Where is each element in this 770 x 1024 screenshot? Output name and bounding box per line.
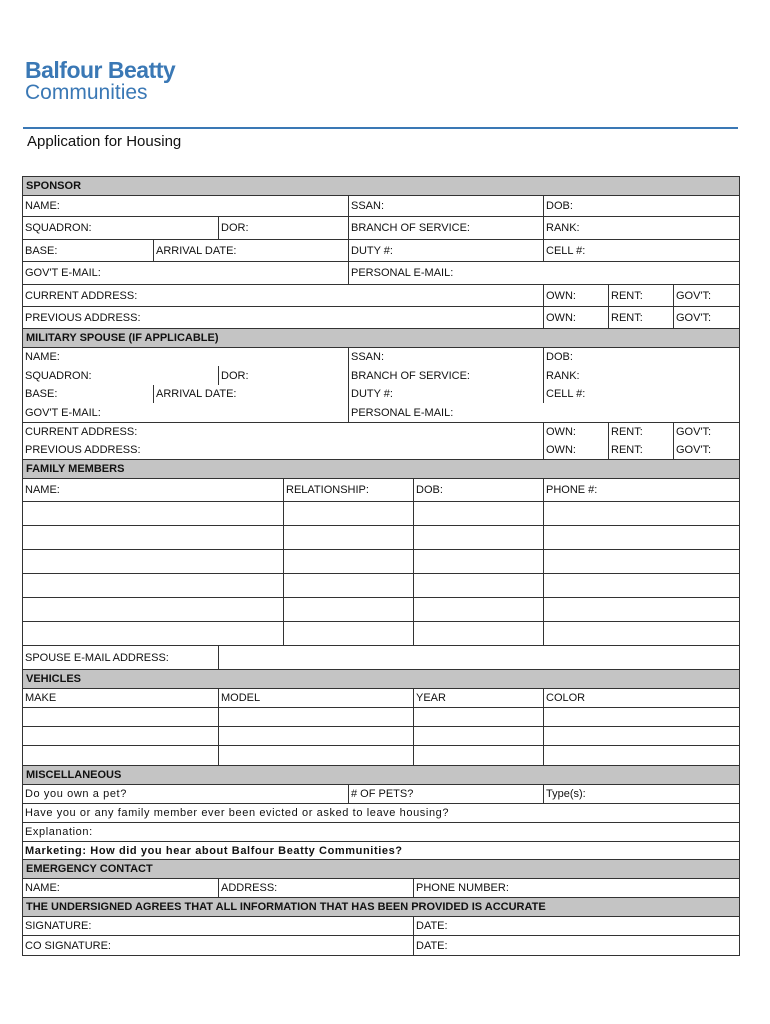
field-label: Type(s): bbox=[546, 788, 586, 800]
field-label: SSAN: bbox=[351, 351, 385, 363]
family-name-cell[interactable] bbox=[23, 622, 283, 645]
sponsor-previous-rent-box[interactable] bbox=[608, 307, 673, 328]
co-signature-field[interactable] bbox=[23, 936, 413, 955]
vehicle-col-color bbox=[543, 689, 739, 707]
field-label: RENT: bbox=[611, 426, 643, 438]
field-label: OWN: bbox=[546, 444, 576, 456]
family-relationship-cell[interactable] bbox=[283, 574, 413, 597]
family-member-row bbox=[23, 621, 739, 645]
vehicle-year-cell[interactable] bbox=[413, 746, 543, 765]
family-dob-cell[interactable] bbox=[413, 622, 543, 645]
vehicles-header-row bbox=[23, 688, 739, 707]
spouse-dor-field[interactable] bbox=[218, 366, 348, 385]
spouse-row-name bbox=[23, 347, 739, 366]
emergency-contact-row bbox=[23, 878, 739, 897]
sponsor-base-field[interactable] bbox=[23, 240, 153, 261]
sponsor-current-address-field[interactable] bbox=[23, 285, 543, 306]
sponsor-current-govt-box[interactable] bbox=[673, 285, 739, 306]
field-label: SIGNATURE: bbox=[25, 920, 92, 932]
vehicle-model-cell[interactable] bbox=[218, 727, 413, 745]
family-name-cell[interactable] bbox=[23, 574, 283, 597]
family-col-name bbox=[23, 479, 283, 501]
sponsor-previous-govt-box[interactable] bbox=[673, 307, 739, 328]
sponsor-row-base bbox=[23, 239, 739, 261]
field-label: NAME: bbox=[25, 882, 60, 894]
field-label: RANK: bbox=[546, 369, 580, 382]
family-dob-cell[interactable] bbox=[413, 550, 543, 573]
sponsor-rank-field[interactable] bbox=[543, 217, 739, 239]
column-label: YEAR bbox=[416, 692, 446, 704]
spouse-email-input[interactable] bbox=[218, 646, 739, 669]
header-rule bbox=[23, 127, 738, 129]
misc-marketing-row[interactable] bbox=[23, 841, 739, 859]
column-label: NAME: bbox=[25, 484, 60, 496]
field-label: PHONE NUMBER: bbox=[416, 882, 509, 894]
spouse-branch-field[interactable] bbox=[348, 366, 543, 385]
field-label: # OF PETS? bbox=[351, 788, 414, 800]
family-relationship-cell[interactable] bbox=[283, 598, 413, 621]
section-header-sponsor bbox=[23, 176, 739, 195]
sponsor-row-name bbox=[23, 195, 739, 216]
vehicle-make-cell[interactable] bbox=[23, 708, 218, 726]
explanation-label: Explanation: bbox=[25, 826, 93, 838]
field-label: RANK: bbox=[546, 222, 580, 234]
field-label: BASE: bbox=[25, 244, 58, 257]
spouse-previous-govt-box[interactable] bbox=[673, 441, 739, 459]
sponsor-gov-email-field[interactable] bbox=[23, 262, 348, 284]
spouse-squadron-field[interactable] bbox=[23, 366, 218, 385]
spouse-gov-email-field[interactable] bbox=[23, 403, 348, 422]
family-phone-cell[interactable] bbox=[543, 598, 739, 621]
misc-evicted-row[interactable] bbox=[23, 803, 739, 822]
sponsor-arrival-field[interactable] bbox=[153, 240, 348, 261]
spouse-email-row bbox=[23, 645, 739, 669]
field-label: DOB: bbox=[546, 351, 573, 363]
field-label: CO SIGNATURE: bbox=[25, 939, 111, 952]
field-label: GOV'T: bbox=[676, 311, 712, 324]
spouse-previous-own-box[interactable] bbox=[543, 441, 608, 459]
spouse-previous-address-field[interactable] bbox=[23, 441, 543, 459]
num-pets-field[interactable] bbox=[348, 785, 543, 803]
field-label: NAME: bbox=[25, 351, 60, 363]
sponsor-previous-address-field[interactable] bbox=[23, 307, 543, 328]
field-label: OWN: bbox=[546, 426, 576, 438]
family-dob-cell[interactable] bbox=[413, 502, 543, 525]
sponsor-ssan-field[interactable] bbox=[348, 196, 543, 216]
field-label: OWN: bbox=[546, 311, 576, 324]
section-title: MISCELLANEOUS bbox=[26, 769, 122, 781]
family-header-row bbox=[23, 478, 739, 501]
spouse-row-base bbox=[23, 385, 739, 403]
vehicle-color-cell[interactable] bbox=[543, 746, 739, 765]
vehicle-col-year bbox=[413, 689, 543, 707]
emergency-address-field[interactable] bbox=[218, 879, 413, 897]
co-signature-date-field[interactable] bbox=[413, 936, 739, 955]
sponsor-dob-field[interactable] bbox=[543, 196, 739, 216]
section-header-vehicles bbox=[23, 669, 739, 688]
family-col-relationship bbox=[283, 479, 413, 501]
signature-date-field[interactable] bbox=[413, 917, 739, 935]
field-label: CELL #: bbox=[546, 388, 586, 400]
family-member-row bbox=[23, 573, 739, 597]
family-phone-cell[interactable] bbox=[543, 622, 739, 645]
vehicle-make-cell[interactable] bbox=[23, 746, 218, 765]
co-signature-row bbox=[23, 935, 739, 955]
family-relationship-cell[interactable] bbox=[283, 622, 413, 645]
field-label: DUTY #: bbox=[351, 388, 393, 400]
field-label: BRANCH OF SERVICE: bbox=[351, 369, 470, 382]
sponsor-current-rent-box[interactable] bbox=[608, 285, 673, 306]
vehicle-model-cell[interactable] bbox=[218, 746, 413, 765]
misc-pet-row bbox=[23, 784, 739, 803]
sponsor-row-current-address bbox=[23, 284, 739, 306]
column-label: COLOR bbox=[546, 692, 586, 704]
spouse-email-label-cell bbox=[23, 646, 218, 669]
vehicle-row bbox=[23, 726, 739, 745]
field-label: DOR: bbox=[221, 369, 249, 382]
field-label: PERSONAL E-MAIL: bbox=[351, 267, 454, 279]
sponsor-name-field[interactable] bbox=[23, 196, 348, 216]
field-label: DATE: bbox=[416, 939, 448, 952]
field-label: RENT: bbox=[611, 311, 643, 324]
family-relationship-cell[interactable] bbox=[283, 550, 413, 573]
emergency-name-field[interactable] bbox=[23, 879, 218, 897]
spouse-row-squadron bbox=[23, 366, 739, 385]
vehicle-model-cell[interactable] bbox=[218, 708, 413, 726]
vehicle-year-cell[interactable] bbox=[413, 708, 543, 726]
section-title: EMERGENCY CONTACT bbox=[26, 863, 153, 875]
family-phone-cell[interactable] bbox=[543, 550, 739, 573]
spouse-rank-field[interactable] bbox=[543, 366, 739, 385]
field-label: CURRENT ADDRESS: bbox=[25, 426, 138, 438]
vehicle-color-cell[interactable] bbox=[543, 708, 739, 726]
column-label: DOB: bbox=[416, 484, 443, 496]
section-header-spouse bbox=[23, 328, 739, 347]
family-relationship-cell[interactable] bbox=[283, 526, 413, 549]
pet-question-field[interactable] bbox=[23, 785, 348, 803]
field-label: GOV'T: bbox=[676, 426, 712, 438]
spouse-personal-email-field[interactable] bbox=[348, 403, 739, 422]
field-label: DOB: bbox=[546, 200, 573, 212]
spouse-row-current-address bbox=[23, 422, 739, 441]
family-phone-cell[interactable] bbox=[543, 526, 739, 549]
section-title: THE UNDERSIGNED AGREES THAT ALL INFORMATION THAT HAS BEEN PROVIDED IS ACCURATE bbox=[26, 901, 546, 913]
vehicle-row bbox=[23, 745, 739, 765]
misc-explanation-row[interactable] bbox=[23, 822, 739, 841]
field-label: PREVIOUS ADDRESS: bbox=[25, 311, 141, 324]
vehicle-year-cell[interactable] bbox=[413, 727, 543, 745]
spouse-previous-rent-box[interactable] bbox=[608, 441, 673, 459]
spouse-name-field[interactable] bbox=[23, 348, 348, 366]
family-col-dob bbox=[413, 479, 543, 501]
vehicle-color-cell[interactable] bbox=[543, 727, 739, 745]
spouse-ssan-field[interactable] bbox=[348, 348, 543, 366]
column-label: RELATIONSHIP: bbox=[286, 484, 369, 496]
spouse-row-previous-address bbox=[23, 441, 739, 459]
section-title: FAMILY MEMBERS bbox=[26, 463, 125, 475]
emergency-phone-field[interactable] bbox=[413, 879, 739, 897]
sponsor-row-email bbox=[23, 261, 739, 284]
field-label: DUTY #: bbox=[351, 244, 393, 257]
field-label: SPOUSE E-MAIL ADDRESS: bbox=[25, 651, 169, 664]
field-label: BASE: bbox=[25, 388, 58, 400]
page-title: Application for Housing bbox=[27, 133, 182, 150]
family-dob-cell[interactable] bbox=[413, 574, 543, 597]
vehicle-col-make bbox=[23, 689, 218, 707]
field-label: GOV'T: bbox=[676, 289, 712, 302]
field-label: GOV'T: bbox=[676, 444, 712, 456]
logo-line-1: Balfour Beatty bbox=[25, 57, 176, 83]
column-label: MAKE bbox=[25, 692, 57, 704]
family-name-cell[interactable] bbox=[23, 526, 283, 549]
spouse-arrival-field[interactable] bbox=[153, 385, 348, 403]
section-header-family bbox=[23, 459, 739, 478]
spouse-current-govt-box[interactable] bbox=[673, 423, 739, 441]
field-label: ARRIVAL DATE: bbox=[156, 244, 237, 257]
sponsor-cell-field[interactable] bbox=[543, 240, 739, 261]
family-dob-cell[interactable] bbox=[413, 526, 543, 549]
field-label: ARRIVAL DATE: bbox=[156, 388, 237, 400]
field-label: PREVIOUS ADDRESS: bbox=[25, 444, 141, 456]
family-member-row bbox=[23, 501, 739, 525]
sponsor-row-previous-address bbox=[23, 306, 739, 328]
spouse-duty-field[interactable] bbox=[348, 385, 543, 403]
family-phone-cell[interactable] bbox=[543, 502, 739, 525]
field-label: SQUADRON: bbox=[25, 369, 92, 382]
evicted-question: Have you or any family member ever been evicted or asked to leave housing? bbox=[25, 807, 450, 819]
vehicle-row bbox=[23, 707, 739, 726]
marketing-question: Marketing: How did you hear about Balfour Beatty Communities? bbox=[25, 844, 403, 857]
sponsor-personal-email-field[interactable] bbox=[348, 262, 739, 284]
field-label: SQUADRON: bbox=[25, 222, 92, 234]
family-name-cell[interactable] bbox=[23, 550, 283, 573]
field-label: GOV'T E-MAIL: bbox=[25, 406, 101, 419]
section-title: VEHICLES bbox=[26, 673, 82, 685]
spouse-dob-field[interactable] bbox=[543, 348, 739, 366]
sponsor-branch-field[interactable] bbox=[348, 217, 543, 239]
spouse-current-own-box[interactable] bbox=[543, 423, 608, 441]
vehicle-make-cell[interactable] bbox=[23, 727, 218, 745]
family-member-row bbox=[23, 525, 739, 549]
spouse-base-field[interactable] bbox=[23, 385, 153, 403]
housing-application-form bbox=[22, 176, 740, 956]
field-label: DATE: bbox=[416, 920, 448, 932]
sponsor-row-squadron bbox=[23, 216, 739, 239]
spouse-current-rent-box[interactable] bbox=[608, 423, 673, 441]
pet-types-field[interactable] bbox=[543, 785, 739, 803]
field-label: CURRENT ADDRESS: bbox=[25, 289, 138, 302]
spouse-current-address-field[interactable] bbox=[23, 423, 543, 441]
field-label: NAME: bbox=[25, 200, 60, 212]
family-member-row bbox=[23, 597, 739, 621]
spouse-row-email bbox=[23, 403, 739, 422]
field-label: OWN: bbox=[546, 289, 576, 302]
sponsor-duty-field[interactable] bbox=[348, 240, 543, 261]
family-name-cell[interactable] bbox=[23, 598, 283, 621]
field-label: RENT: bbox=[611, 289, 643, 302]
spouse-cell-field[interactable] bbox=[543, 385, 739, 403]
field-label: ADDRESS: bbox=[221, 882, 278, 894]
section-title: SPONSOR bbox=[26, 180, 82, 192]
field-label: PERSONAL E-MAIL: bbox=[351, 406, 454, 419]
field-label: CELL #: bbox=[546, 244, 586, 257]
section-header-misc bbox=[23, 765, 739, 784]
vehicle-col-model bbox=[218, 689, 413, 707]
sponsor-current-own-box[interactable] bbox=[543, 285, 608, 306]
field-label: RENT: bbox=[611, 444, 643, 456]
sponsor-previous-own-box[interactable] bbox=[543, 307, 608, 328]
signature-row bbox=[23, 916, 739, 935]
field-label: BRANCH OF SERVICE: bbox=[351, 222, 470, 234]
sponsor-squadron-field[interactable] bbox=[23, 217, 218, 239]
family-dob-cell[interactable] bbox=[413, 598, 543, 621]
family-name-cell[interactable] bbox=[23, 502, 283, 525]
section-header-emergency bbox=[23, 859, 739, 878]
field-label: GOV'T E-MAIL: bbox=[25, 267, 101, 279]
company-logo bbox=[25, 58, 175, 104]
family-member-row bbox=[23, 549, 739, 573]
sponsor-dor-field[interactable] bbox=[218, 217, 348, 239]
field-label: DOR: bbox=[221, 222, 249, 234]
section-header-agreement bbox=[23, 897, 739, 916]
field-label: SSAN: bbox=[351, 200, 385, 212]
field-label: Do you own a pet? bbox=[25, 788, 127, 800]
logo-line-2: Communities bbox=[25, 81, 148, 104]
family-relationship-cell[interactable] bbox=[283, 502, 413, 525]
column-label: PHONE #: bbox=[546, 484, 598, 496]
signature-field[interactable] bbox=[23, 917, 413, 935]
family-phone-cell[interactable] bbox=[543, 574, 739, 597]
section-title: MILITARY SPOUSE (IF APPLICABLE) bbox=[26, 332, 219, 344]
family-col-phone bbox=[543, 479, 739, 501]
column-label: MODEL bbox=[221, 692, 261, 704]
